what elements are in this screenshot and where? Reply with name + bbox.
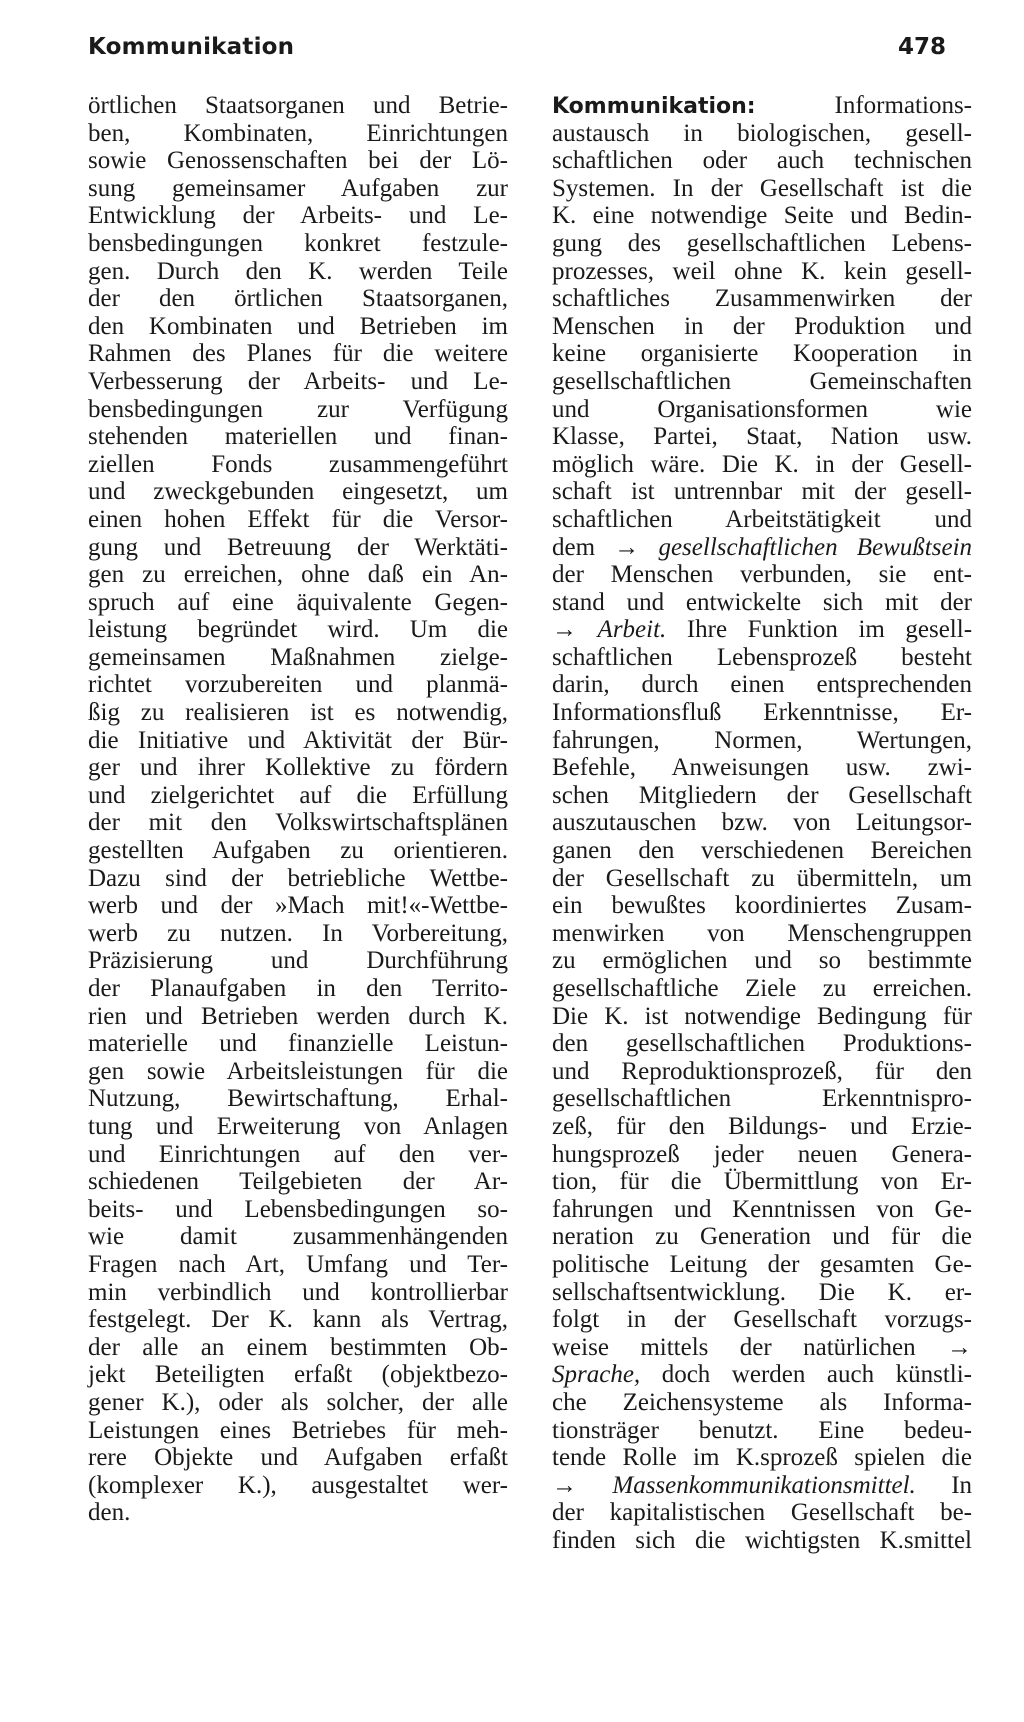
text-line: werb zu nutzen. In Vorbereitung, [88, 919, 508, 947]
running-head: Kommunikation [88, 34, 295, 60]
text-line: die Initiative und Aktivität der Bür- [88, 726, 508, 754]
cross-reference-line-2-text: Ihre Funktion im gesell- [686, 616, 973, 644]
text-line: tende Rolle im K.sprozeß spielen die [552, 1444, 972, 1472]
text-line: leistung begründet wird. Um die [88, 616, 508, 644]
text-line: materielle und finanzielle Leistun- [88, 1030, 508, 1058]
text-line: che Zeichensysteme als Informa- [552, 1388, 972, 1416]
text-line: stehenden materiellen und finan- [88, 423, 508, 451]
text-line: schaftlichen Lebensprozeß besteht [552, 643, 972, 671]
text-line: der Gesellschaft zu übermitteln, um [552, 864, 972, 892]
text-line: schiedenen Teilgebieten der Ar- [88, 1168, 508, 1196]
text-line: gen sowie Arbeitsleistungen für die [88, 1057, 508, 1085]
text-line: sowie Genossenschaften bei der Lö- [88, 147, 508, 175]
text-line: und zielgerichtet auf die Erfüllung [88, 781, 508, 809]
text-line: menwirken von Menschengruppen [552, 919, 972, 947]
left-column [88, 92, 508, 1527]
cross-reference-line-3 [552, 1361, 972, 1389]
text-line: der Planaufgaben in den Territo- [88, 975, 508, 1002]
entry-text-block-2 [552, 561, 972, 616]
text-line: beits- und Lebensbedingungen so- [88, 1195, 508, 1223]
text-line: Befehle, Anweisungen usw. zwi- [552, 754, 972, 782]
text-line: Fragen nach Art, Umfang und Ter- [88, 1250, 508, 1278]
entry-text-block-1 [552, 120, 972, 534]
entry-first-line-text: Informations- [834, 92, 972, 119]
text-line: tung und Erweiterung von Anlagen [88, 1112, 508, 1140]
text-line: festgelegt. Der K. kann als Vertrag, [88, 1306, 508, 1334]
text-line: min verbindlich und kontrollierbar [88, 1278, 508, 1306]
cross-reference-gesellschaftliches-bewusstsein[interactable]: gesellschaftlichen Bewußtsein [658, 533, 973, 561]
text-line: zu ermöglichen und so bestimmte [552, 947, 972, 975]
text-line: schaftlichen Arbeitstätigkeit und [552, 505, 972, 533]
text-line: ein bewußtes koordiniertes Zusam- [552, 892, 972, 920]
text-line: austausch in biologischen, gesell- [552, 119, 972, 147]
cross-reference-arrow-4: → [552, 1471, 577, 1499]
text-line: rere Objekte und Aufgaben erfaßt [88, 1444, 508, 1472]
text-line: bensbedingungen konkret festzule- [88, 229, 508, 257]
cross-reference-sprache[interactable]: Sprache, [552, 1361, 641, 1389]
text-line: gesellschaftlichen Erkenntnispro- [552, 1085, 972, 1113]
text-line: folgt in der Gesellschaft vorzugs- [552, 1306, 972, 1334]
entry-text-block-3 [552, 644, 972, 1361]
text-line: werb und der »Mach mit!«-Wettbe- [88, 892, 508, 920]
text-line: stand und entwickelte sich mit der [552, 588, 972, 616]
text-line: tion, für die Übermittlung von Er- [552, 1168, 972, 1196]
cross-reference-arrow-2: → [552, 616, 577, 644]
cross-reference-massenkommunikationsmittel[interactable]: Massenkommunikationsmittel. [612, 1471, 916, 1499]
entry-text-block-5 [552, 1499, 972, 1554]
text-line: Dazu sind der betriebliche Wettbe- [88, 864, 508, 892]
text-line: wie damit zusammenhängenden [88, 1223, 508, 1251]
text-line: gen zu erreichen, ohne daß ein An- [88, 561, 508, 589]
text-line: richtet vorzubereiten und planmä- [88, 671, 508, 699]
entry-lemma: Kommunikation: [552, 94, 756, 119]
text-line: der mit den Volkswirtschaftsplänen [88, 809, 508, 837]
text-line: finden sich die wichtigsten K.smittel [552, 1526, 972, 1554]
text-line: ben, Kombinaten, Einrichtungen [88, 119, 508, 147]
text-line: schaft ist untrennbar mit der gesell- [552, 478, 972, 506]
text-line: Informationsfluß Erkenntnisse, Er- [552, 699, 972, 727]
text-line: Präzisierung und Durchführung [88, 947, 508, 975]
text-line: hungsprozeß jeder neuen Genera- [552, 1140, 972, 1168]
text-line: gemeinsamen Maßnahmen zielge- [88, 643, 508, 671]
cross-reference-line-2 [552, 616, 972, 644]
text-line: Verbesserung der Arbeits- und Le- [88, 367, 508, 395]
text-line: und Organisationsformen wie [552, 395, 972, 423]
text-line: der Menschen verbunden, sie ent- [552, 561, 972, 589]
text-line: sellschaftsentwicklung. Die K. er- [552, 1278, 972, 1306]
text-line: gung und Betreuung der Werktäti- [88, 533, 508, 561]
text-line: jekt Beteiligten erfaßt (objektbezo- [88, 1361, 508, 1389]
text-line: schaftlichen oder auch technischen [552, 147, 972, 175]
entry-text-block-4 [552, 1389, 972, 1472]
text-line: ßig zu realisieren ist es notwendig, [88, 699, 508, 727]
text-line: gener K.), oder als solcher, der alle [88, 1388, 508, 1416]
text-line: gesellschaftliche Ziele zu erreichen. [552, 975, 972, 1002]
cross-reference-line-4-text: In [951, 1471, 973, 1499]
text-line: darin, durch einen entsprechenden [552, 671, 972, 699]
text-line: prozesses, weil ohne K. kein gesell- [552, 257, 972, 285]
entry-first-line [552, 92, 972, 120]
page-number: 478 [898, 34, 947, 60]
text-line: und zweckgebunden eingesetzt, um [88, 478, 508, 506]
text-line: ziellen Fonds zusammengeführt [88, 450, 508, 478]
cross-reference-line-3-text: doch werden auch künstli- [661, 1361, 972, 1389]
text-line: gestellten Aufgaben zu orientieren. [88, 837, 508, 865]
text-line: (komplexer K.), ausgestaltet wer- [88, 1471, 508, 1499]
text-line: schaftliches Zusammenwirken der [552, 285, 972, 313]
text-line: örtlichen Staatsorganen und Betrie- [88, 92, 508, 119]
text-line: fahrungen, Normen, Wertungen, [552, 726, 972, 754]
text-line: Systemen. In der Gesellschaft ist die [552, 174, 972, 202]
text-line: und Einrichtungen auf den ver- [88, 1140, 508, 1168]
text-line: den. [88, 1499, 131, 1527]
cross-reference-line-1 [552, 534, 972, 562]
text-line: und Reproduktionsprozeß, für den [552, 1057, 972, 1085]
text-line: auszutauschen bzw. von Leitungsor- [552, 809, 972, 837]
text-line: gen. Durch den K. werden Teile [88, 257, 508, 285]
text-line: schen Mitgliedern der Gesellschaft [552, 781, 972, 809]
text-line: tionsträger benutzt. Eine bedeu- [552, 1416, 972, 1444]
cross-reference-arbeit[interactable]: Arbeit. [597, 616, 667, 644]
text-line: neration zu Generation und für die [552, 1223, 972, 1251]
text-line: ger und ihrer Kollektive zu fördern [88, 754, 508, 782]
text-line: rien und Betrieben werden durch K. [88, 1002, 508, 1030]
cross-reference-arrow-1: dem → [552, 533, 640, 561]
text-line: gung des gesellschaftlichen Lebens- [552, 229, 972, 257]
text-line: Menschen in der Produktion und [552, 312, 972, 340]
text-line: Leistungen eines Betriebes für meh- [88, 1416, 508, 1444]
text-line: Rahmen des Planes für die weitere [88, 340, 508, 368]
text-line: ganen den verschiedenen Bereichen [552, 837, 972, 865]
text-line: gesellschaftlichen Gemeinschaften [552, 367, 972, 395]
text-line: Nutzung, Bewirtschaftung, Erhal- [88, 1085, 508, 1113]
text-line: fahrungen und Kenntnissen von Ge- [552, 1195, 972, 1223]
text-line: der alle an einem bestimmten Ob- [88, 1333, 508, 1361]
text-line: sung gemeinsamer Aufgaben zur [88, 174, 508, 202]
right-column [552, 92, 972, 1554]
text-line: spruch auf eine äquivalente Gegen- [88, 588, 508, 616]
text-line: der kapitalistischen Gesellschaft be- [552, 1499, 972, 1527]
text-line: den Kombinaten und Betrieben im [88, 312, 508, 340]
text-line: zeß, für den Bildungs- und Erzie- [552, 1112, 972, 1140]
text-line: Klasse, Partei, Staat, Nation usw. [552, 423, 972, 451]
text-line: möglich wäre. Die K. in der Gesell- [552, 450, 972, 478]
text-line: einen hohen Effekt für die Versor- [88, 505, 508, 533]
text-line: keine organisierte Kooperation in [552, 340, 972, 368]
text-line: politische Leitung der gesamten Ge- [552, 1250, 972, 1278]
cross-reference-line-4 [552, 1472, 972, 1500]
text-line: K. eine notwendige Seite und Bedin- [552, 202, 972, 230]
text-line: der den örtlichen Staatsorganen, [88, 285, 508, 313]
text-line: bensbedingungen zur Verfügung [88, 395, 508, 423]
text-line: Die K. ist notwendige Bedingung für [552, 1002, 972, 1030]
text-line: Entwicklung der Arbeits- und Le- [88, 202, 508, 230]
text-line: den gesellschaftlichen Produktions- [552, 1030, 972, 1058]
text-line: weise mittels der natürlichen → [552, 1333, 972, 1361]
